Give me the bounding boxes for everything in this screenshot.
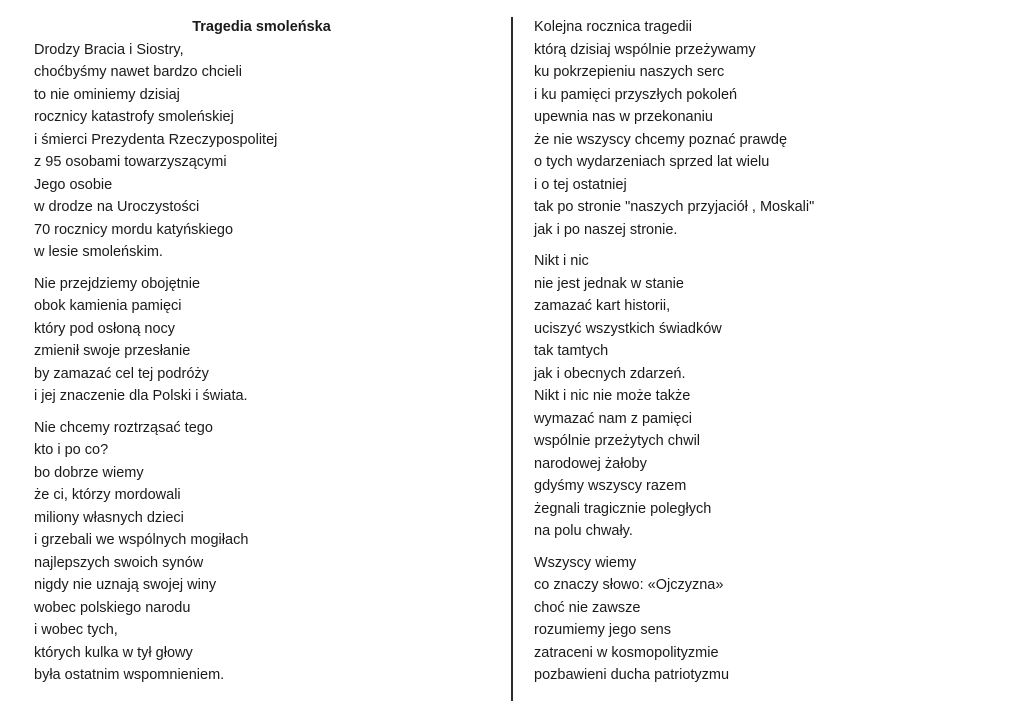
poem-line: Kolejna rocznica tragedii [534, 19, 692, 35]
poem-line: upewnia nas w przekonaniu [534, 109, 713, 125]
poem-line: Nikt i nic [534, 253, 589, 269]
right-column-body [534, 16, 994, 687]
poem-line: uciszyć wszystkich świadków [534, 320, 722, 337]
poem-line: nigdy nie uznają swojej winy [34, 577, 217, 593]
poem-line: na polu chwały. [534, 523, 633, 539]
poem-line: żegnali tragicznie poległych [534, 500, 712, 517]
poem-line: zmienił swoje przesłanie [34, 343, 191, 359]
poem-line: co znaczy słowo: «Ojczyzna» [534, 577, 724, 593]
poem-line: z 95 osobami towarzyszącymi [34, 154, 227, 170]
poem-line: i jej znaczenie dla Polski i świata. [34, 388, 248, 404]
poem-line: by zamazać cel tej podróży [34, 365, 209, 382]
poem-line: nie jest jednak w stanie [534, 275, 684, 292]
left-column [34, 16, 474, 696]
poem-line: gdyśmy wszyscy razem [534, 478, 687, 494]
poem-line: i grzebali we wspólnych mogiłach [34, 532, 249, 548]
poem-line: 70 rocznicy mordu katyńskiego [34, 221, 234, 238]
poem-line: obok kamienia pamięci [34, 298, 182, 314]
right-stanza [534, 552, 994, 687]
poem-line: rocznicy katastrofy smoleńskiej [34, 109, 234, 125]
poem-line: Drodzy Bracia i Siostry, [34, 41, 184, 58]
poem-line: który pod osłoną nocy [34, 320, 176, 337]
poem-line: tak tamtych [534, 343, 609, 359]
poem-line: w drodze na Uroczystości [34, 199, 200, 215]
poem-line: i ku pamięci przyszłych pokoleń [534, 86, 738, 103]
right-column [534, 16, 994, 696]
poem-line: miliony własnych dzieci [34, 509, 184, 526]
right-stanza [534, 16, 994, 241]
poem-line: narodowej żałoby [534, 455, 647, 472]
poem-line: to nie ominiemy dzisiaj [34, 86, 180, 103]
poem-line: Jego osobie [34, 176, 113, 193]
left-stanza [34, 417, 474, 687]
poem-line: zatraceni w kosmopolityzmie [534, 644, 719, 661]
poem-line: choćbyśmy nawet bardzo chcieli [34, 64, 242, 80]
poem-line: w lesie smoleńskim. [34, 244, 163, 260]
poem-line: ku pokrzepieniu naszych serc [534, 64, 725, 80]
poem-line: Nikt i nic nie może także [534, 388, 691, 404]
poem-line: o tych wydarzeniach sprzed lat wielu [534, 154, 770, 170]
poem-line: wymazać nam z pamięci [534, 410, 692, 427]
poem-line: że nie wszyscy chcemy poznać prawdę [534, 131, 788, 148]
poem-line: tak po stronie "naszych przyjaciół , Moskali" [534, 199, 815, 215]
poem-line: pozbawieni ducha patriotyzmu [534, 667, 730, 683]
poem-line: rozumiemy jego sens [534, 622, 671, 638]
poem-line: których kulka w tył głowy [34, 644, 193, 661]
poem-title: Tragedia smoleńska [192, 19, 331, 35]
poem-line: Nie przejdziemy obojętnie [34, 275, 201, 292]
left-stanza [34, 273, 474, 408]
poem-line: była ostatnim wspomnieniem. [34, 667, 225, 683]
poem-line: i wobec tych, [34, 622, 118, 638]
poem-line: że ci, którzy mordowali [34, 487, 181, 503]
poem-line: i śmierci Prezydenta Rzeczypospolitej [34, 131, 278, 148]
poem-line: wspólnie przeżytych chwil [534, 433, 701, 449]
poem-line: choć nie zawsze [534, 599, 641, 616]
poem-line: którą dzisiaj wspólnie przeżywamy [534, 41, 756, 58]
poem-line: Nie chcemy roztrząsać tego [34, 419, 213, 436]
poem-line: wobec polskiego narodu [34, 599, 191, 616]
column-divider [511, 17, 513, 701]
poem-line: kto i po co? [34, 442, 109, 458]
left-column-body [34, 39, 474, 687]
poem-line: Wszyscy wiemy [534, 554, 637, 571]
poem-line: bo dobrze wiemy [34, 464, 144, 481]
poem-line: zamazać kart historii, [534, 298, 671, 314]
poem-line: jak i obecnych zdarzeń. [534, 365, 686, 382]
poem-line: najlepszych swoich synów [34, 554, 204, 571]
poem-line: i o tej ostatniej [534, 176, 627, 193]
left-stanza [34, 39, 474, 264]
right-stanza [534, 250, 994, 543]
poem-line: jak i po naszej stronie. [534, 221, 678, 238]
